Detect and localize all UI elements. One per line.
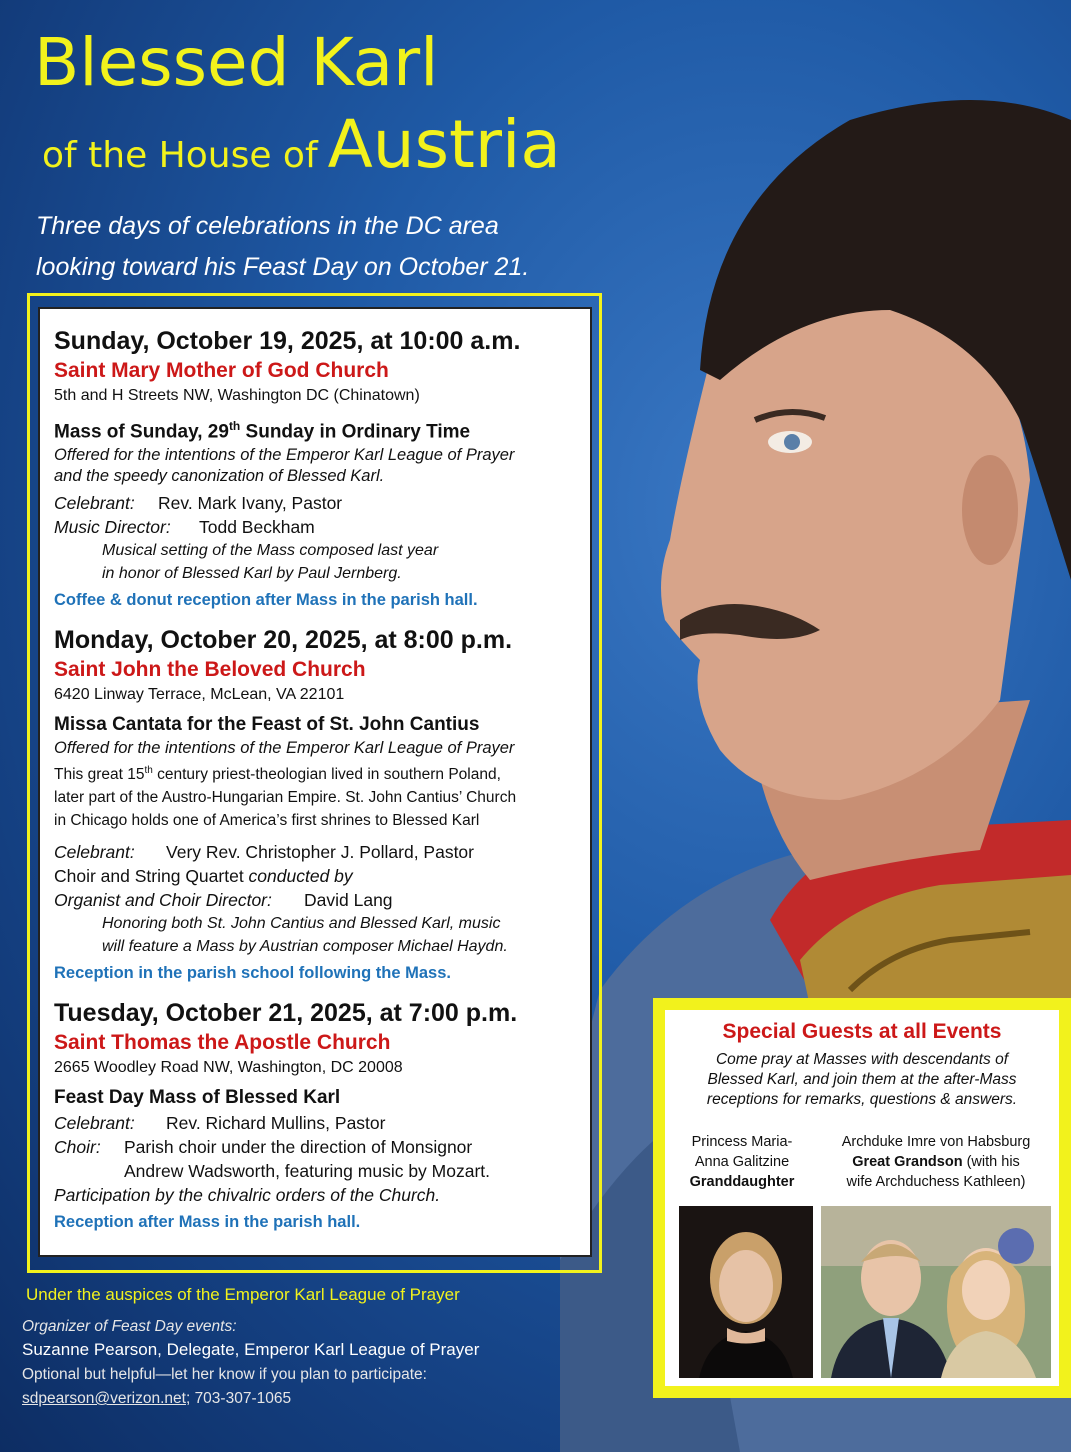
phone-number: ; 703-307-1065 bbox=[185, 1390, 292, 1407]
event-note-2: in honor of Blessed Karl by Paul Jernberg. bbox=[102, 565, 402, 583]
event-note-2: will feature a Mass by Austrian composer Michael Haydn. bbox=[102, 938, 508, 956]
event-participation: Participation by the chivalric orders of the Church. bbox=[54, 1185, 441, 1206]
email-link[interactable]: sdpearson@verizon.net bbox=[22, 1390, 186, 1407]
event-mass bbox=[54, 413, 590, 445]
special-guests-box bbox=[653, 998, 1071, 1398]
event-reception: Coffee & donut reception after Mass in the parish hall. bbox=[54, 591, 478, 610]
event-celebrant bbox=[54, 840, 590, 864]
guests-text-line3: receptions for remarks, questions & answers. bbox=[706, 1091, 1018, 1108]
title-prefix: of the House of bbox=[42, 135, 318, 176]
mass-sup: th bbox=[228, 419, 241, 433]
desc-sup: th bbox=[144, 765, 153, 777]
guests-text-line2: Blessed Karl, and join them at the after-Mass bbox=[707, 1071, 1017, 1088]
celebrant-name: Very Rev. Christopher J. Pollard, Pastor bbox=[166, 842, 474, 863]
event-reception: Reception after Mass in the parish hall. bbox=[54, 1213, 361, 1232]
event-music-director bbox=[54, 515, 590, 539]
guest-archduke bbox=[821, 1132, 1051, 1192]
event-date: Sunday, October 19, 2025, at 10:00 a.m. bbox=[54, 327, 521, 355]
event-offered-2: and the speedy canonization of Blessed Karl. bbox=[54, 467, 385, 486]
guests-title: Special Guests at all Events bbox=[722, 1020, 1002, 1043]
guest-princess-relation: Granddaughter bbox=[689, 1174, 795, 1190]
event-offered: Offered for the intentions of the Emperor Karl League of Prayer bbox=[54, 739, 515, 758]
title-austria: Austria bbox=[327, 106, 561, 183]
guest-princess-line1: Princess Maria- bbox=[691, 1134, 793, 1150]
contact-info bbox=[22, 1390, 291, 1408]
event-choir bbox=[54, 864, 590, 888]
event-address: 2665 Woodley Road NW, Washington, DC 20008 bbox=[54, 1059, 403, 1077]
celebrant-name: Rev. Richard Mullins, Pastor bbox=[166, 1113, 386, 1134]
choir-conducted: conducted by bbox=[248, 866, 353, 887]
event-sunday bbox=[54, 325, 590, 612]
celebrant-label: Celebrant: bbox=[54, 493, 135, 514]
special-guests-inner bbox=[665, 1010, 1059, 1386]
event-address: 5th and H Streets NW, Washington DC (Chinatown) bbox=[54, 387, 420, 404]
event-mass: Missa Cantata for the Feast of St. John Cantius bbox=[54, 714, 480, 736]
event-offered: Offered for the intentions of the Emperor Karl League of Prayer bbox=[54, 446, 515, 465]
page-title-line2 bbox=[42, 106, 561, 183]
event-description bbox=[54, 759, 590, 832]
guest-archduke-relation: Great Grandson bbox=[852, 1154, 963, 1170]
events-box bbox=[38, 307, 592, 1257]
choir-text: Choir and String Quartet bbox=[54, 866, 249, 887]
choir-line1: Parish choir under the direction of Monsignor bbox=[124, 1137, 473, 1158]
subtitle-line2: looking toward his Feast Day on October 21. bbox=[36, 253, 530, 281]
event-church: Saint Mary Mother of God Church bbox=[54, 359, 389, 382]
page-title: Blessed Karl bbox=[34, 24, 439, 101]
event-note: Honoring both St. John Cantius and Blessed Karl, music bbox=[102, 915, 501, 933]
event-celebrant bbox=[54, 491, 590, 515]
guest-archduke-line1: Archduke Imre von Habsburg bbox=[841, 1134, 1031, 1150]
organizer-label: Organizer of Feast Day events: bbox=[22, 1318, 237, 1335]
event-church: Saint John the Beloved Church bbox=[54, 658, 366, 682]
guest-princess bbox=[679, 1132, 805, 1192]
music-label: Music Director: bbox=[54, 517, 171, 538]
guests-text bbox=[675, 1050, 1049, 1110]
event-address: 6420 Linway Terrace, McLean, VA 22101 bbox=[54, 686, 345, 704]
subtitle-line1: Three days of celebrations in the DC area bbox=[36, 212, 499, 240]
guest-archduke-with: (with his bbox=[962, 1154, 1020, 1170]
description-line1 bbox=[54, 759, 590, 786]
guest-archduke-line2 bbox=[821, 1152, 1051, 1172]
event-monday bbox=[54, 624, 590, 985]
music-name: Todd Beckham bbox=[199, 517, 315, 538]
description-line2: later part of the Austro-Hungarian Empire. St. John Cantius’ Church bbox=[54, 789, 517, 807]
organist-name: David Lang bbox=[304, 890, 393, 911]
archduke-photo bbox=[821, 1206, 1051, 1378]
event-note: Musical setting of the Mass composed last year bbox=[102, 542, 439, 560]
choir-label: Choir: bbox=[54, 1137, 101, 1158]
guests-text-line1: Come pray at Masses with descendants of bbox=[715, 1051, 1009, 1068]
event-celebrant bbox=[54, 1111, 590, 1135]
princess-photo bbox=[679, 1206, 813, 1378]
event-choir bbox=[54, 1135, 590, 1159]
event-choir-line2: Andrew Wadsworth, featuring music by Mozart. bbox=[124, 1161, 491, 1182]
event-date: Monday, October 20, 2025, at 8:00 p.m. bbox=[54, 626, 513, 655]
mass-text-b: Sunday in Ordinary Time bbox=[240, 421, 471, 443]
celebrant-label: Celebrant: bbox=[54, 1113, 135, 1134]
event-reception: Reception in the parish school following the Mass. bbox=[54, 964, 451, 983]
guest-archduke-line3: wife Archduchess Kathleen) bbox=[846, 1174, 1026, 1190]
subtitle bbox=[36, 206, 636, 288]
optional-note: Optional but helpful—let her know if you plan to participate: bbox=[22, 1366, 427, 1383]
desc-a: This great 15 bbox=[54, 766, 145, 784]
organizer-name: Suzanne Pearson, Delegate, Emperor Karl League of Prayer bbox=[22, 1340, 480, 1359]
event-organist bbox=[54, 888, 590, 912]
auspices-text: Under the auspices of the Emperor Karl League of Prayer bbox=[26, 1285, 460, 1304]
description-line3: in Chicago holds one of America’s first shrines to Blessed Karl bbox=[54, 812, 480, 830]
organist-label: Organist and Choir Director: bbox=[54, 890, 272, 911]
celebrant-label: Celebrant: bbox=[54, 842, 135, 863]
mass-text-a: Mass of Sunday, 29 bbox=[54, 421, 229, 443]
event-mass: Feast Day Mass of Blessed Karl bbox=[54, 1087, 341, 1109]
event-date: Tuesday, October 21, 2025, at 7:00 p.m. bbox=[54, 999, 518, 1028]
celebrant-name: Rev. Mark Ivany, Pastor bbox=[158, 493, 343, 514]
event-tuesday bbox=[54, 997, 590, 1234]
desc-b: century priest-theologian lived in southern Poland, bbox=[152, 766, 501, 784]
guest-princess-line2: Anna Galitzine bbox=[694, 1154, 790, 1170]
event-church: Saint Thomas the Apostle Church bbox=[54, 1031, 391, 1055]
